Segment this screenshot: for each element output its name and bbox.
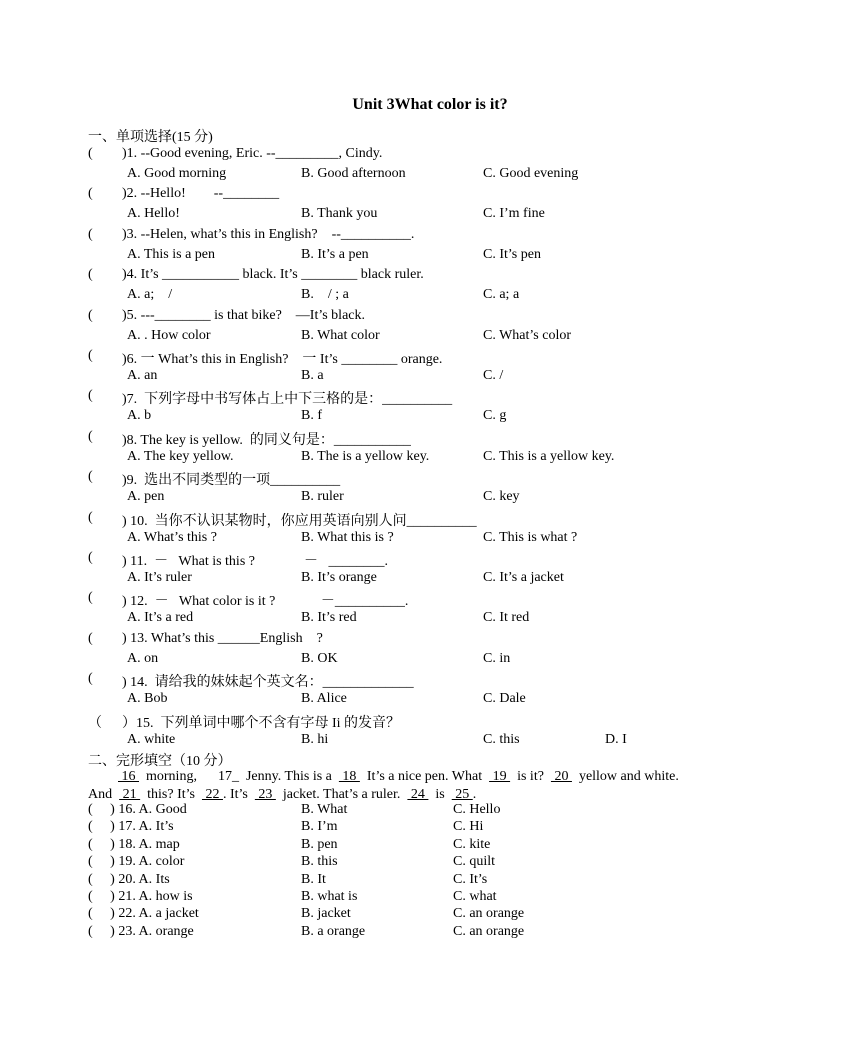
option-b: B. ruler [301, 489, 344, 505]
option-b: B. It’s a pen [301, 246, 369, 262]
option-b: B. what is [301, 889, 358, 904]
option-b: B. a [301, 368, 324, 383]
option-c: C. Hello [453, 802, 501, 817]
option-a: A. a; / [127, 287, 173, 303]
option-d: D. I [605, 731, 627, 747]
option-c: C. an orange [453, 906, 525, 922]
option-b: B. Good afternoon [301, 166, 406, 181]
blank-number: 21 [119, 787, 141, 802]
blank-number: 24 [407, 787, 429, 802]
option-a: A. . How color [127, 327, 211, 343]
page-title: Unit 3What color is it? [352, 96, 508, 113]
answer-paren: ( [88, 630, 93, 646]
passage-line [88, 786, 778, 804]
cloze-question: ( ) 17. A. It’s [88, 819, 174, 835]
question-stem: )2. --Hello! --________ [122, 186, 280, 202]
option-a: A. white [127, 731, 176, 747]
option-c: C. g [483, 408, 507, 424]
option-b: B. What this is ? [301, 529, 394, 545]
option-a: A. an [127, 368, 158, 383]
answer-paren: ( [88, 671, 93, 687]
passage-text: And [88, 787, 120, 802]
option-a: A. b [127, 408, 152, 424]
option-c: C. Good evening [483, 166, 579, 181]
option-c: C. This is a yellow key. [483, 448, 615, 464]
option-b: B. this [301, 854, 338, 870]
option-b: B. OK [301, 650, 338, 666]
option-b: B. It’s orange [301, 570, 377, 585]
option-b: B. / ; a [301, 287, 349, 303]
passage-text: jacket. That’s a ruler. [275, 787, 408, 802]
option-c: C. What’s color [483, 327, 572, 343]
answer-paren: ( [88, 307, 93, 323]
passage-text: is [428, 787, 452, 802]
option-b: B. What [301, 802, 348, 817]
section-heading-choice: 一、单项选择(15 分) [88, 130, 213, 145]
option-b: B. Alice [301, 691, 347, 707]
cloze-question: ( ) 16. A. Good [88, 802, 187, 817]
option-a: A. The key yellow. [127, 448, 234, 464]
option-c: C. Dale [483, 691, 526, 707]
option-c: C. It’s a jacket [483, 570, 564, 585]
answer-paren: ( [88, 469, 93, 485]
question-stem: )7. 下列字母中书写体占上中下三格的是：__________ [122, 392, 453, 408]
option-c: C. Hi [453, 819, 484, 835]
cloze-question: ( ) 18. A. map [88, 836, 180, 852]
option-c: C. It’s [453, 871, 488, 887]
option-c: C. / [483, 368, 504, 383]
option-a: A. Hello! [127, 206, 180, 222]
question-stem: ) 12. － What color is it ? －__________. [122, 594, 409, 610]
option-c: C. this [483, 731, 520, 747]
question-stem: )4. It’s ___________ black. It’s ________ black ruler. [122, 267, 424, 283]
answer-paren: ( [88, 550, 93, 565]
blank-number: 25 [451, 787, 473, 802]
option-a: A. This is a pen [127, 246, 216, 262]
answer-paren: ( [88, 267, 93, 283]
question-stem: )6. 一 What’s this in English? 一 It’s ________ orange. [122, 352, 443, 367]
passage-text: yellow and white. [571, 769, 679, 784]
answer-paren: ( [88, 146, 93, 161]
option-c: C. key [483, 489, 520, 505]
passage-text: this? It’s [140, 787, 202, 802]
answer-paren: （ [88, 715, 102, 731]
option-b: B. The is a yellow key. [301, 448, 430, 464]
option-a: A. It’s a red [127, 610, 194, 626]
cloze-question: ( ) 20. A. Its [88, 871, 170, 887]
blank-number: 22 [201, 787, 223, 802]
option-c: C. a; a [483, 287, 520, 303]
option-b: B. hi [301, 731, 329, 747]
option-c: C. It’s pen [483, 246, 541, 262]
answer-paren: ( [88, 226, 93, 242]
answer-paren: ( [88, 186, 93, 202]
option-b: B. a orange [301, 923, 366, 939]
answer-paren: ( [88, 590, 93, 606]
option-b: B. What color [301, 327, 380, 343]
blank-number: 20 [550, 769, 572, 784]
blank-number: 23 [254, 787, 276, 802]
option-b: B. I’m [301, 819, 338, 835]
option-c: C. kite [453, 836, 491, 852]
cloze-passage [88, 768, 778, 804]
option-b: B. It’s red [301, 610, 357, 626]
passage-text: It’s a nice pen. What [359, 769, 490, 784]
answer-paren: ( [88, 509, 93, 525]
answer-paren: ( [88, 388, 93, 404]
option-c: C. quilt [453, 854, 496, 870]
passage-text: morning, 17_ Jenny. This is a [139, 769, 339, 784]
option-a: A. on [127, 650, 159, 666]
option-a: A. Bob [127, 691, 168, 707]
blank-number: 16 [118, 769, 139, 784]
passage-text: . It’s [222, 787, 255, 802]
question-stem: ) 10. 当你不认识某物时，你应用英语向别人问__________ [122, 513, 477, 529]
question-stem: )1. --Good evening, Eric. --_________, Cindy. [122, 146, 383, 161]
section-heading-cloze: 二、完形填空（10 分） [88, 754, 232, 769]
option-b: B. f [301, 408, 322, 424]
option-a: A. It’s ruler [127, 570, 192, 585]
option-c: C. what [453, 889, 497, 904]
option-a: A. What’s this ? [127, 529, 217, 545]
option-a: A. Good morning [127, 166, 227, 181]
question-stem: ) 14. 请给我的妹妹起个英文名：_____________ [122, 675, 414, 691]
question-stem: ) 13. What’s this ______English ? [122, 630, 323, 646]
option-a: A. pen [127, 489, 165, 505]
option-c: C. an orange [453, 923, 525, 939]
option-b: B. pen [301, 836, 338, 852]
option-c: C. I’m fine [483, 206, 545, 222]
cloze-question: ( ) 23. A. orange [88, 923, 194, 939]
question-stem: )5. ---________ is that bike? —It’s black. [122, 307, 366, 323]
answer-paren: ( [88, 428, 93, 444]
passage-line [88, 768, 778, 786]
option-c: C. This is what ? [483, 529, 578, 545]
question-stem: ) 11. － What is this ? － ________. [122, 554, 388, 569]
question-stem: ）15. 下列单词中哪个不含有字母 Ii 的发音？ [122, 715, 401, 731]
option-b: B. It [301, 871, 326, 887]
option-b: B. Thank you [301, 206, 378, 222]
blank-number: 18 [338, 769, 360, 784]
blank-number: 19 [489, 769, 511, 784]
cloze-question: ( ) 19. A. color [88, 854, 185, 870]
option-b: B. jacket [301, 906, 351, 922]
passage-text: is it? [510, 769, 551, 784]
cloze-question: ( ) 22. A. a jacket [88, 906, 199, 922]
question-stem: )3. --Helen, what’s this in English? --__________. [122, 226, 415, 242]
question-stem: )8. The key is yellow. 的同义句是：___________ [122, 432, 411, 448]
option-c: C. in [483, 650, 511, 666]
option-c: C. It red [483, 610, 530, 626]
question-stem: )9. 选出不同类型的一项__________ [122, 473, 341, 489]
cloze-question: ( ) 21. A. how is [88, 889, 193, 904]
answer-paren: ( [88, 348, 93, 363]
passage-text: . [472, 787, 477, 802]
